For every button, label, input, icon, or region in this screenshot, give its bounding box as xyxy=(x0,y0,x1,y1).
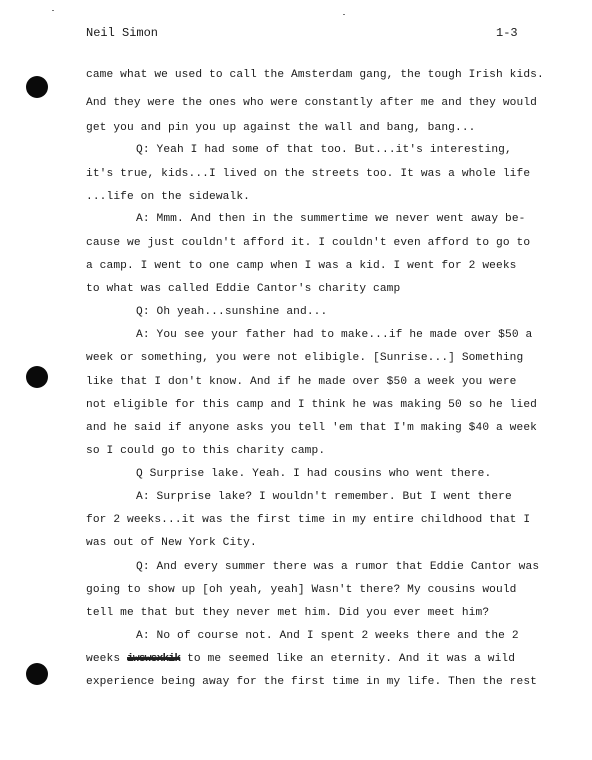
transcript-line: A: Surprise lake? I wouldn't remember. But I went there xyxy=(136,491,512,503)
transcript-line: not eligible for this camp and I think he was making 50 so he lied xyxy=(86,399,538,411)
transcript-line: and he said if anyone asks you tell 'em that I'm making $40 a week xyxy=(86,422,538,434)
transcript-line: get you and pin you up against the wall and bang, bang... xyxy=(86,122,476,134)
transcript-line: A: No of course not. And I spent 2 weeks there and the 2 xyxy=(136,630,519,642)
transcript-line: tell me that but they never met him. Did you ever meet him? xyxy=(86,607,490,619)
punch-hole-top xyxy=(26,76,48,98)
transcript-line: going to show up [oh yeah, yeah] Wasn't there? My cousins would xyxy=(86,584,517,596)
transcript-line xyxy=(86,652,515,666)
line-text: weeks xyxy=(86,653,128,665)
struck-out-text: iwswsxkik xyxy=(127,653,181,665)
transcript-line: cause we just couldn't afford it. I couldn't even afford to go to xyxy=(86,237,531,249)
transcript-line: came what we used to call the Amsterdam gang, the tough Irish kids. xyxy=(86,69,544,81)
paper-speck xyxy=(343,14,345,15)
transcript-line: for 2 weeks...it was the first time in my entire childhood that I xyxy=(86,514,531,526)
transcript-line: so I could go to this charity camp. xyxy=(86,445,326,457)
page-number: 1-3 xyxy=(496,26,518,40)
page-header-author: Neil Simon xyxy=(86,26,159,40)
transcript-line: it's true, kids...I lived on the streets too. It was a whole life xyxy=(86,168,531,180)
punch-hole-middle xyxy=(26,366,48,388)
transcript-line: was out of New York City. xyxy=(86,537,257,549)
transcript-line: Q: Yeah I had some of that too. But...it's interesting, xyxy=(136,144,512,156)
transcript-line: Q: Oh yeah...sunshine and... xyxy=(136,306,328,318)
transcript-line: experience being away for the first time in my life. Then the rest xyxy=(86,676,538,688)
transcript-line: to what was called Eddie Cantor's charity camp xyxy=(86,283,401,295)
transcript-line: A: You see your father had to make...if he made over $50 a xyxy=(136,329,533,341)
punch-hole-bottom xyxy=(26,663,48,685)
line-text: to me seemed like an eternity. And it was a wild xyxy=(180,653,516,665)
transcript-line: And they were the ones who were constantly after me and they would xyxy=(86,97,538,109)
paper-speck xyxy=(52,10,54,11)
transcript-line: like that I don't know. And if he made over $50 a week you were xyxy=(86,376,517,388)
transcript-line: week or something, you were not elibigle. [Sunrise...] Something xyxy=(86,352,524,364)
transcript-line: Q Surprise lake. Yeah. I had cousins who went there. xyxy=(136,468,492,480)
transcript-line: Q: And every summer there was a rumor that Eddie Cantor was xyxy=(136,561,540,573)
transcript-line: ...life on the sidewalk. xyxy=(86,191,251,203)
transcript-line: A: Mmm. And then in the summertime we never went away be- xyxy=(136,213,526,225)
transcript-line: a camp. I went to one camp when I was a kid. I went for 2 weeks xyxy=(86,260,517,272)
